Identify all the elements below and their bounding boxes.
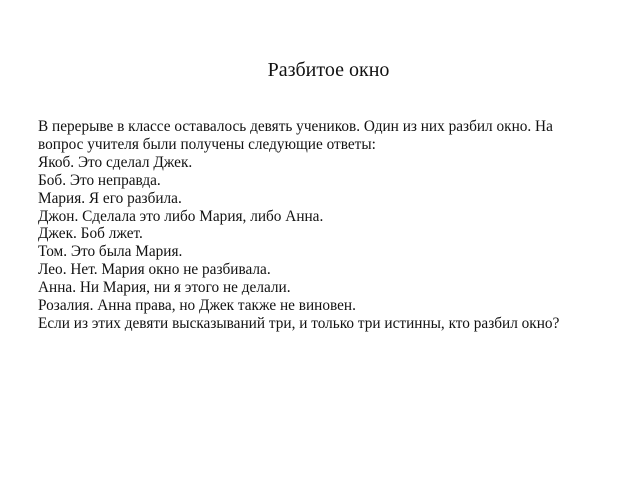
question-line: Если из этих девяти высказываний три, и только три истинны, кто разбил окно? (38, 314, 560, 332)
statement-anna: Анна. Ни Мария, ни я этого не делали. (38, 279, 291, 297)
intro-line-1: В перерыве в классе оставалось девять учеников. Один из них разбил окно. На (38, 118, 553, 135)
statement-jack: Джек. Боб лжет. (38, 225, 143, 243)
problem-text (38, 118, 628, 333)
statement-bob: Боб. Это неправда. (38, 171, 161, 189)
statement-tom: Том. Это была Мария. (38, 243, 183, 261)
statement-maria: Мария. Я его разбила. (38, 189, 182, 207)
statement-rosalia: Розалия. Анна права, но Джек также не виновен. (38, 297, 356, 315)
page-title (0, 58, 600, 82)
page-title-text: Разбитое окно (267, 59, 390, 81)
intro-line-2: вопрос учителя были получены следующие ответы: (38, 135, 376, 153)
statement-jacob: Якоб. Это сделал Джек. (38, 153, 193, 171)
statement-leo: Лео. Нет. Мария окно не разбивала. (38, 261, 271, 279)
statement-john: Джон. Сделала это либо Мария, либо Анна. (38, 207, 324, 225)
